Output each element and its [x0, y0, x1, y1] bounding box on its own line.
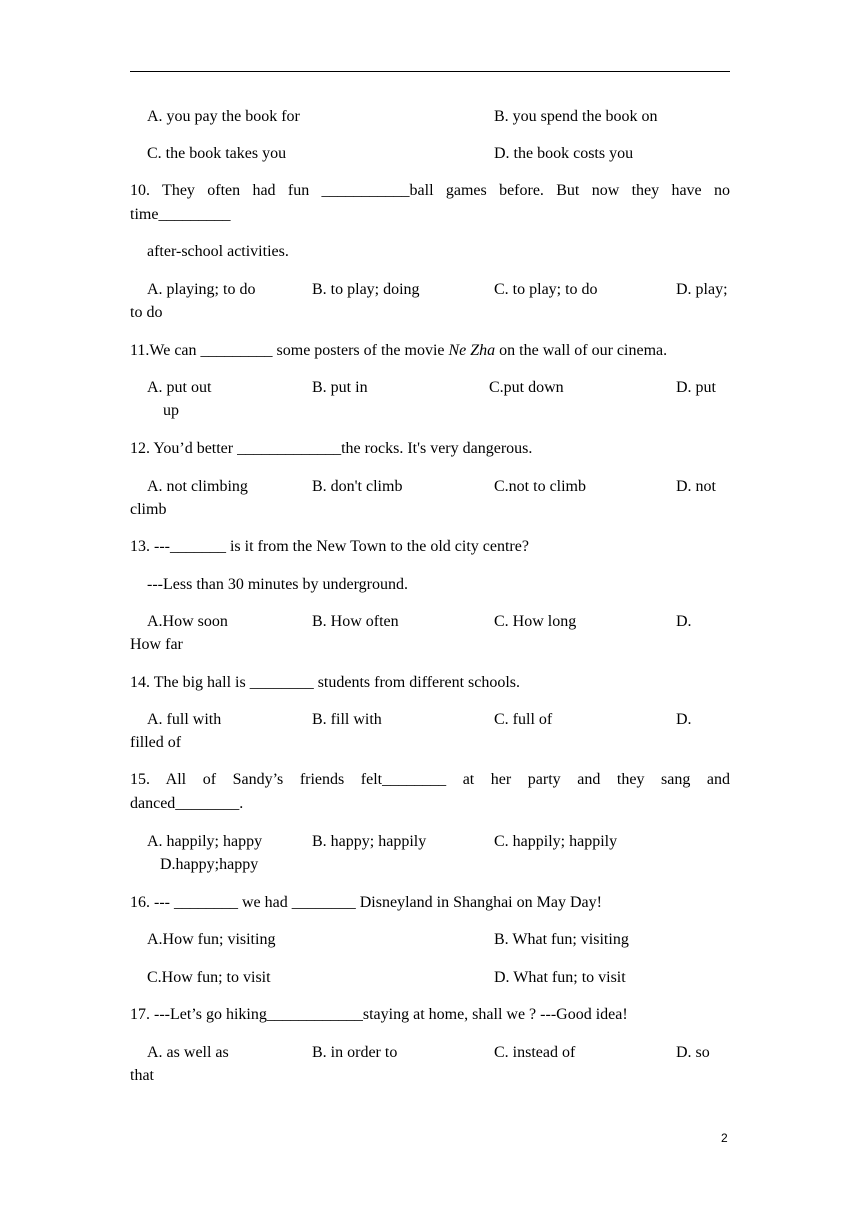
q11-option-a-wrap: up [163, 402, 179, 419]
q13-stem: 13. ---_______ is it from the New Town to the old city centre? [130, 538, 529, 555]
q13-option-d-wrap: How far [130, 636, 183, 653]
q17-option-d: D. so [676, 1044, 710, 1061]
q10-stem-line3: after-school activities. [147, 243, 289, 260]
q10-option-b: B. to play; doing [312, 281, 420, 298]
q14-option-d-wrap: filled of [130, 734, 182, 751]
q16-option-a: A.How fun; visiting [147, 931, 276, 948]
q15-stem-line1: 15. All of Sandy’s friends felt________ at her party and they sang and [130, 771, 730, 788]
q11-stem [130, 341, 667, 361]
q14-option-d: D. [676, 711, 692, 728]
q15-option-c: C. happily; happily [494, 833, 618, 850]
q12-option-a: A. not climbing [147, 478, 248, 495]
q11-option-b: B. put in [312, 379, 368, 396]
q9-option-b: B. you spend the book on [494, 108, 658, 125]
q15-stem-line2: danced________. [130, 795, 244, 812]
q17-option-a: A. as well as [147, 1044, 229, 1061]
q14-option-a: A. full with [147, 711, 222, 728]
q16-option-c: C.How fun; to visit [147, 969, 271, 986]
q14-option-c: C. full of [494, 711, 553, 728]
q9-option-a: A. you pay the book for [147, 108, 300, 125]
q11-stem-movie-title: Ne Zha [448, 342, 496, 359]
q13-option-a: A.How soon [147, 613, 228, 630]
q17-option-d-wrap: that [130, 1067, 154, 1084]
q11-stem-before: 11.We can _________ some posters of the movie [130, 342, 449, 359]
q10-option-d: D. play; [676, 281, 728, 298]
q10-stem-line2: time_________ [130, 206, 231, 223]
q9-option-c: C. the book takes you [147, 145, 287, 162]
q12-option-d: D. not [676, 478, 716, 495]
q11-option-a: A. put out [147, 379, 212, 396]
q11-option-c: C.put down [489, 379, 564, 396]
q12-stem: 12. You’d better _____________the rocks. It's very dangerous. [130, 440, 533, 457]
q13-option-d: D. [676, 613, 692, 630]
q10-option-a: A. playing; to do [147, 281, 256, 298]
q15-option-d: D.happy;happy [160, 856, 259, 873]
q9-option-d: D. the book costs you [494, 145, 634, 162]
page-number: 2 [721, 1131, 728, 1145]
q17-option-c: C. instead of [494, 1044, 576, 1061]
q10-option-c: C. to play; to do [494, 281, 598, 298]
q16-stem: 16. --- ________ we had ________ Disneyland in Shanghai on May Day! [130, 894, 602, 911]
q15-option-a: A. happily; happy [147, 833, 263, 850]
q17-stem: 17. ---Let’s go hiking____________staying at home, shall we ? ---Good idea! [130, 1006, 628, 1023]
q16-option-b: B. What fun; visiting [494, 931, 629, 948]
q15-option-b: B. happy; happily [312, 833, 427, 850]
q12-option-d-wrap: climb [130, 501, 167, 518]
q16-option-d: D. What fun; to visit [494, 969, 626, 986]
q11-stem-after: on the wall of our cinema. [495, 342, 668, 359]
q12-option-c: C.not to climb [494, 478, 586, 495]
q13-option-c: C. How long [494, 613, 577, 630]
q13-option-b: B. How often [312, 613, 399, 630]
q14-stem: 14. The big hall is ________ students from different schools. [130, 674, 521, 691]
q17-option-b: B. in order to [312, 1044, 398, 1061]
q10-stem-line1: 10. They often had fun ___________ball games before. But now they have no [130, 182, 730, 199]
q14-option-b: B. fill with [312, 711, 382, 728]
q11-option-d: D. put [676, 379, 716, 396]
q12-option-b: B. don't climb [312, 478, 403, 495]
header-rule [130, 71, 730, 72]
q13-answer-line: ---Less than 30 minutes by underground. [147, 576, 408, 593]
q10-option-d-wrap: to do [130, 304, 163, 321]
